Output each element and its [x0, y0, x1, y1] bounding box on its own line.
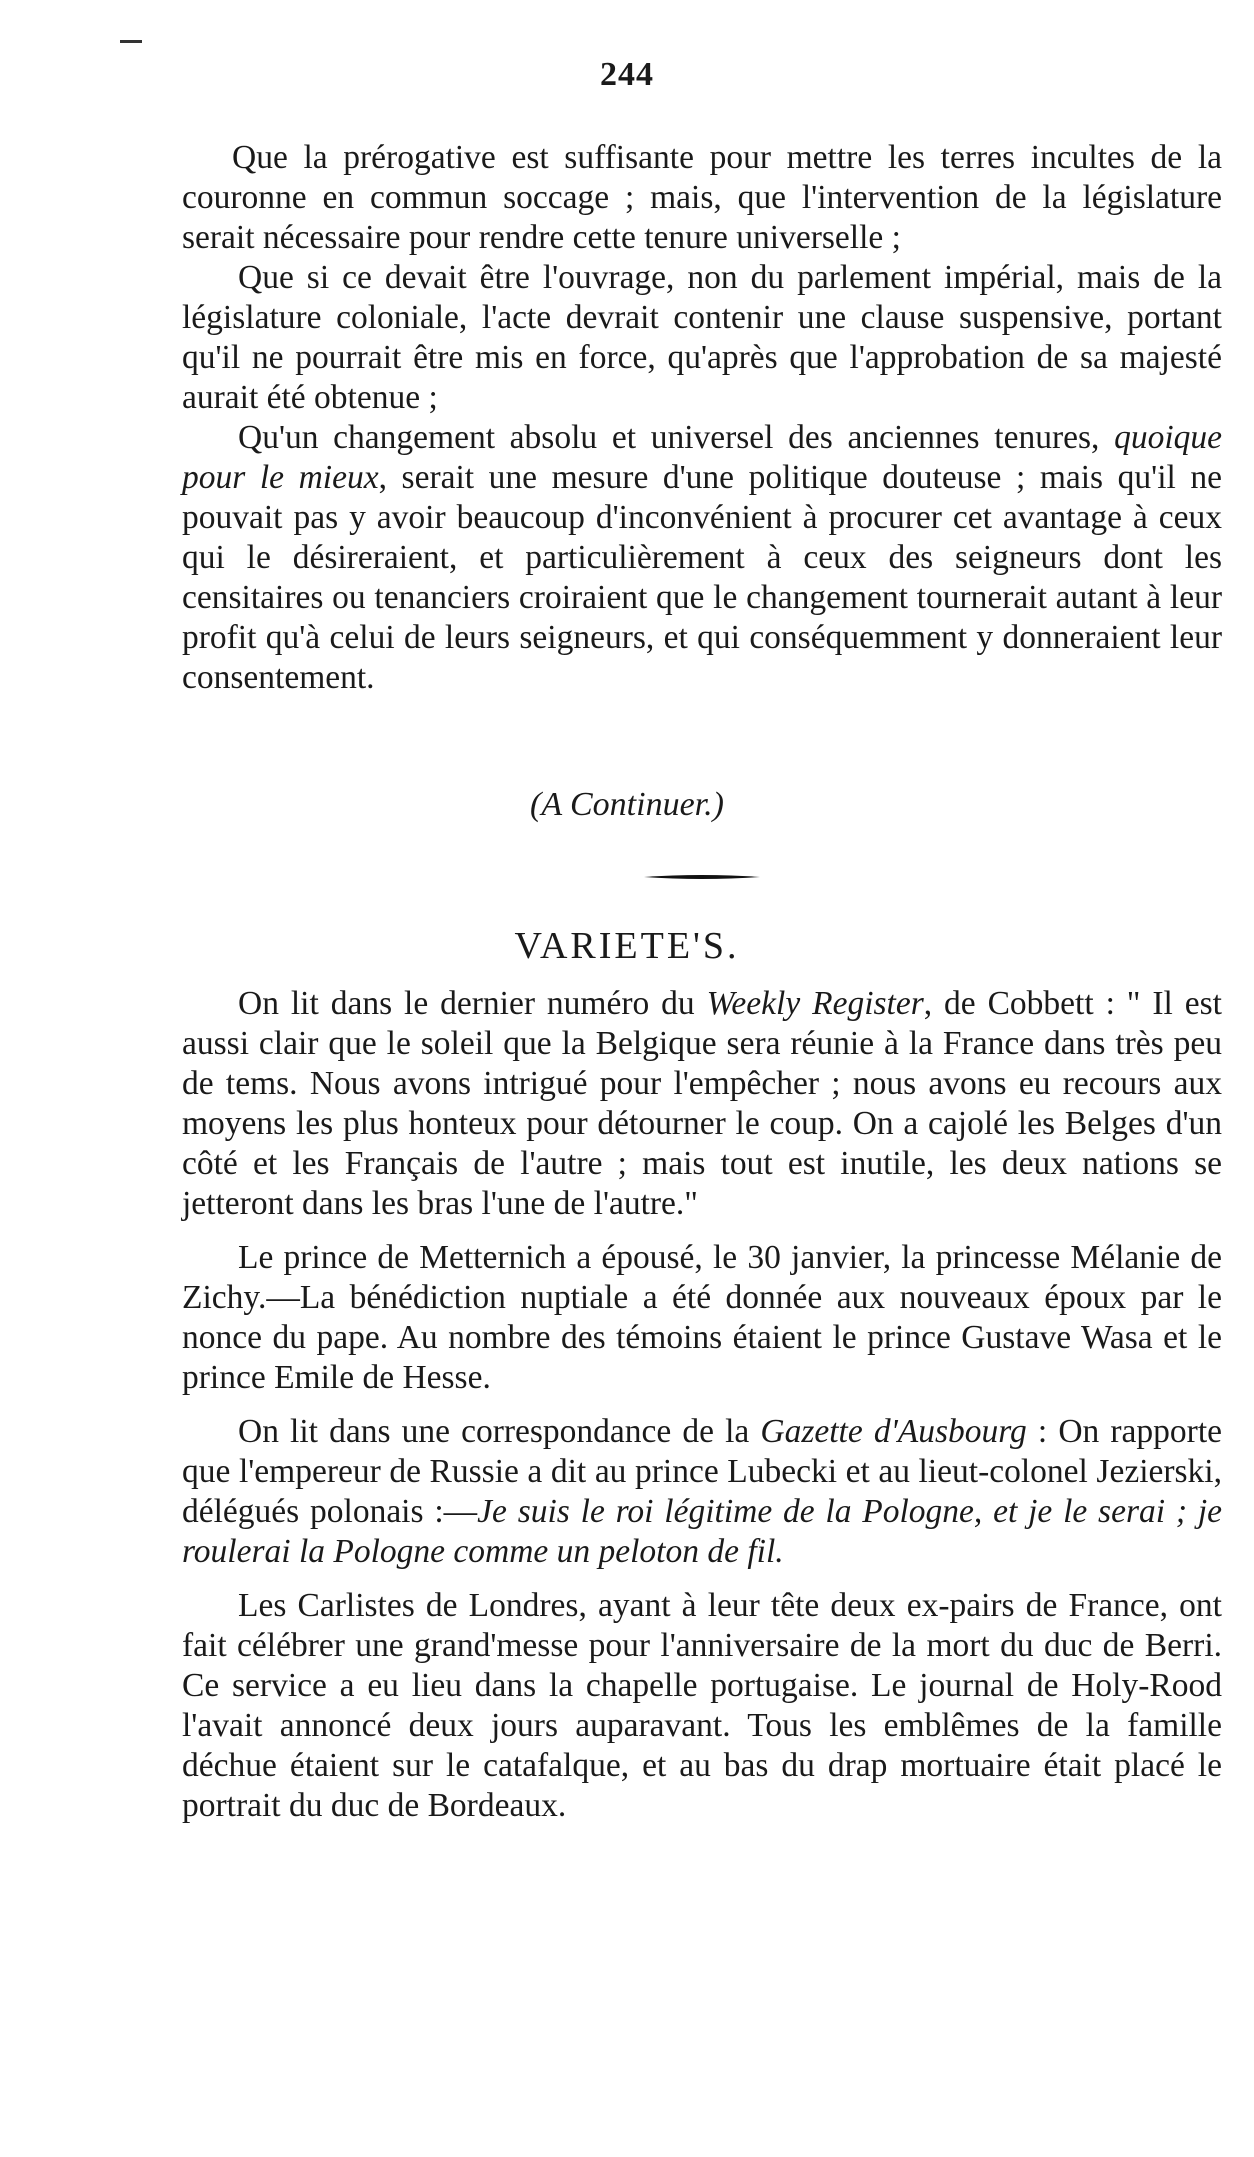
italic-run: Je suis le roi légitime de la Pologne, et je le serai ; je roulerai la Pologne comme un peloton de fil.: [182, 1493, 1223, 1570]
text-run: , de Cobbett : " Il est aussi clair que le soleil que la Belgique sera réunie à la France dans très peu de tems. Nous avons intrigué pour l'empêcher ; nous avons eu recours aux moyens les plus honteux pour détourner le coup. On a cajolé les Belges d'un côté et les Français de l'autre ; mais tout est inutile, les deux nations se jetteront dans les bras l'une de l'autre.": [182, 985, 1222, 1222]
paragraph-metternich: Le prince de Metternich a épousé, le 30 janvier, la princesse Mélanie de Zichy.—La bénédiction nuptiale a été donnée aux nouveaux époux par le nonce du pape. Au nombre des témoins étaient le prince Gustave Wasa et le prince Emile de Hesse.: [182, 1239, 1222, 1396]
text-run: , serait une mesure d'une politique douteuse ; mais qu'il ne pouvait pas y avoir beaucoup d'inconvénient à procurer cet avantage à ceux qui le désireraient, et particulièrement à ceux des seigneurs dont les censitaires ou tenanciers croiraient que le changement tournerait autant à leur profit qu'à celui de leurs seigneurs, et qui conséquemment y donneraient leur consentement.: [182, 459, 1222, 696]
section-title: VARIETE'S.: [514, 925, 740, 967]
text-run: On lit dans le dernier numéro du: [238, 985, 707, 1022]
varietes-section: [182, 984, 1222, 1826]
paragraph-legislature: Que si ce devait être l'ouvrage, non du parlement impérial, mais de la législature coloniale, l'acte devrait contenir une clause suspensive, portant qu'il ne pourrait être mis en force, qu'après que l'approbation de sa majesté aurait été obtenue ;: [182, 259, 1222, 416]
margin-mark: [120, 40, 142, 43]
page-number: 244: [600, 56, 654, 93]
text-run: On lit dans une correspondance de la: [238, 1413, 761, 1450]
text-run: : On rapporte que l'empereur de Russie a dit au prince Lubecki et au lieut-colonel Jezierski, délégués polonais :—: [182, 1413, 1222, 1530]
italic-run: Gazette d'Ausbourg: [760, 1413, 1027, 1450]
italic-run: Weekly Register: [706, 985, 924, 1022]
italic-run: quoique pour le mieux: [182, 419, 1222, 496]
continuation-note: (A Continuer.): [530, 786, 724, 823]
section-divider: [642, 874, 762, 880]
divider-rule-icon: [642, 874, 762, 880]
paragraph-cobbett: [182, 984, 1222, 1224]
paragraph-prerogative: Que la prérogative est suffisante pour mettre les terres incultes de la couronne en commun soccage ; mais, que l'intervention de la législature serait nécessaire pour rendre cette tenure universelle ;: [182, 139, 1222, 256]
paragraph-gazette: [182, 1412, 1222, 1572]
petition-continued-section: [182, 138, 1222, 698]
text-run: Qu'un changement absolu et universel des anciennes tenures,: [238, 419, 1115, 456]
paragraph-carlistes: Les Carlistes de Londres, ayant à leur tête deux ex-pairs de France, ont fait célébrer une grand'messe pour l'anniversaire de la mort du duc de Berri. Ce service a eu lieu dans la chapelle portugaise. Le journal de Holy-Rood l'avait annoncé deux jours auparavant. Tous les emblêmes de la famille déchue étaient sur le catafalque, et au bas du drap mortuaire était placé le portrait du duc de Bordeaux.: [182, 1587, 1222, 1824]
paragraph-tenures: [182, 418, 1222, 698]
